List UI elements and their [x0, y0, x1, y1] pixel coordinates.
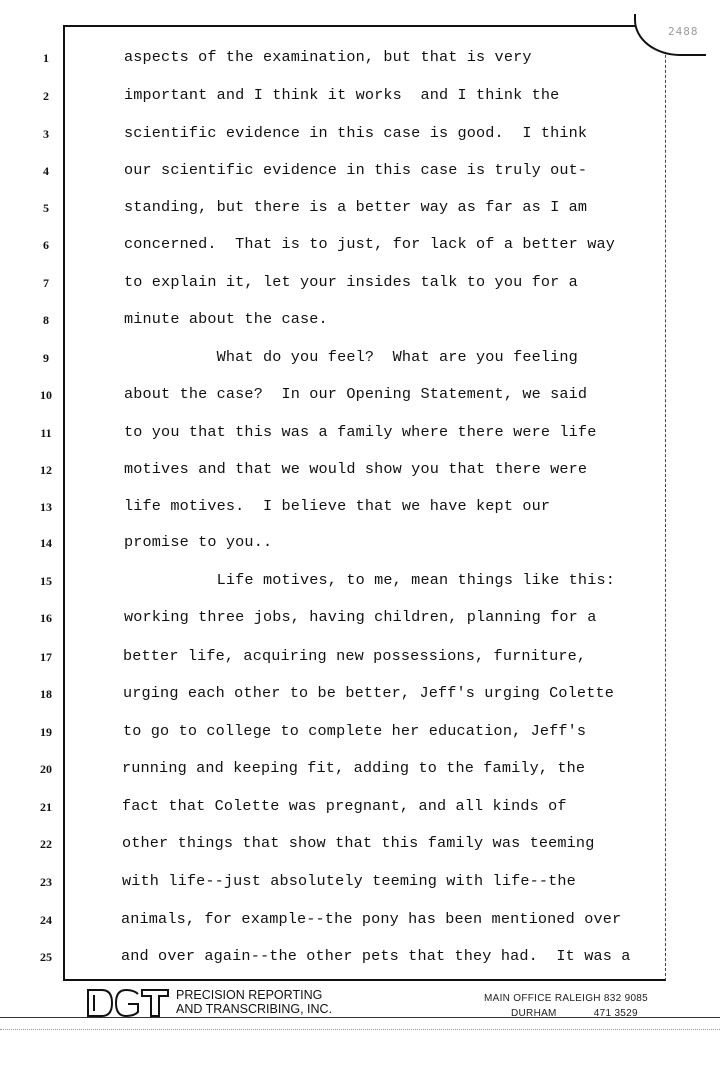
- line-number: 16: [40, 611, 52, 625]
- line-number: 15: [40, 574, 52, 588]
- line-number: 14: [40, 536, 52, 550]
- durham-label: DURHAM: [511, 1008, 557, 1019]
- transcript-line: and over again--the other pets that they had. It was a: [121, 947, 631, 965]
- company-logo: [86, 988, 170, 1018]
- transcript-line: with life--just absolutely teeming with life--the: [122, 872, 576, 890]
- main-office-phone: 832 9085: [603, 993, 649, 1004]
- transcript-line: fact that Colette was pregnant, and all kinds of: [122, 797, 567, 815]
- line-number: 17: [40, 650, 52, 664]
- line-number: 13: [40, 500, 52, 514]
- transcript-line: working three jobs, having children, planning for a: [124, 608, 597, 626]
- transcript-line: running and keeping fit, adding to the family, the: [122, 759, 586, 777]
- line-number: 3: [43, 127, 49, 141]
- line-number: 10: [40, 388, 52, 402]
- line-number: 23: [40, 875, 52, 889]
- page-number-stamp: 2488: [668, 25, 699, 38]
- line-number: 4: [43, 164, 49, 178]
- company-name: [176, 988, 332, 1016]
- transcript-line: life motives. I believe that we have kept our: [124, 497, 551, 515]
- line-number: 20: [40, 762, 52, 776]
- transcript-line: standing, but there is a better way as far as I am: [124, 198, 588, 216]
- transcript-line: concerned. That is to just, for lack of a better way: [124, 235, 615, 253]
- transcript-line: about the case? In our Opening Statement, we said: [124, 385, 588, 403]
- line-number: 5: [43, 201, 49, 215]
- line-number: 25: [40, 950, 52, 964]
- line-number: 8: [43, 313, 49, 327]
- transcript-line: to you that this was a family where there were life: [124, 423, 597, 441]
- line-number: 7: [43, 276, 49, 290]
- line-number: 22: [40, 837, 52, 851]
- transcript-line: minute about the case.: [124, 310, 328, 328]
- transcript-line: other things that show that this family was teeming: [122, 834, 595, 852]
- line-number: 21: [40, 800, 52, 814]
- transcript-line: What do you feel? What are you feeling: [124, 348, 578, 366]
- line-number: 2: [43, 89, 49, 103]
- transcript-line: to explain it, let your insides talk to you for a: [124, 273, 578, 291]
- line-number: 19: [40, 725, 52, 739]
- durham-phone: 471 3529: [593, 1008, 638, 1019]
- transcript-line: aspects of the examination, but that is very: [124, 48, 532, 66]
- line-number: 1: [43, 51, 49, 65]
- transcript-line: scientific evidence in this case is good. I think: [124, 124, 588, 142]
- company-name-line2: AND TRANSCRIBING, INC.: [176, 1002, 333, 1016]
- transcript-line: promise to you..: [124, 533, 273, 551]
- company-name-line1: PRECISION REPORTING: [176, 988, 323, 1002]
- line-number: 11: [40, 426, 52, 440]
- transcript-line: motives and that we would show you that there were: [124, 460, 588, 478]
- line-number: 9: [43, 351, 49, 365]
- transcript-line: important and I think it works and I think the: [124, 86, 560, 104]
- transcript-line: Life motives, to me, mean things like this:: [124, 571, 615, 589]
- line-number: 6: [43, 238, 49, 252]
- main-office-label: MAIN OFFICE RALEIGH: [484, 993, 601, 1004]
- transcript-line: urging each other to be better, Jeff's urging Colette: [123, 684, 614, 702]
- line-number: 12: [40, 463, 52, 477]
- line-number: 18: [40, 687, 52, 701]
- transcript-line: to go to college to complete her education, Jeff's: [123, 722, 587, 740]
- transcript-line: animals, for example--the pony has been mentioned over: [121, 910, 622, 928]
- main-office-contact: [484, 993, 648, 1004]
- transcript-line: better life, acquiring new possessions, furniture,: [123, 647, 587, 665]
- footer-rule-dotted: [0, 1029, 720, 1030]
- durham-office-contact: [511, 1008, 638, 1019]
- line-number: 24: [40, 913, 52, 927]
- transcript-line: our scientific evidence in this case is truly out-: [124, 161, 588, 179]
